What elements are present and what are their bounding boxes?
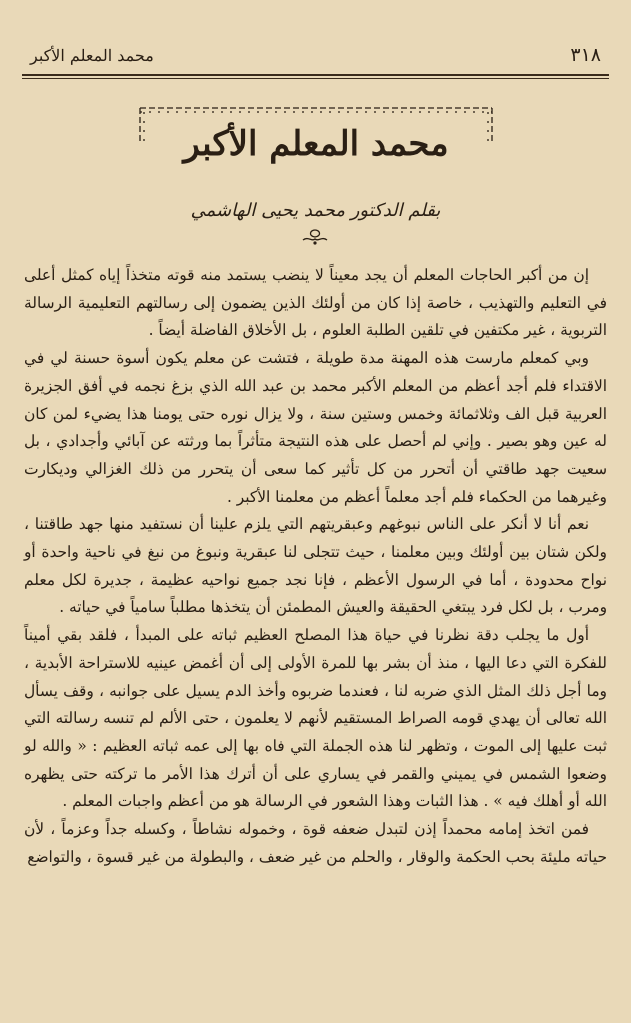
- paragraph: وبي كمعلم مارست هذه المهنة مدة طويلة ، فتشت عن معلم يكون أسوة حسنة لي في الاقتداء فلم أجد أعظم من المعلم الأكبر محمد بن عبد الله الذي بزغ نجمه في أفق الجزيرة العربية قبل الف وثلاثمائة وخمس وستين سنة ، ولا يزال نوره حتى يومنا هذا يضيء لمن كان له عين وهو بصير . وإني لم أحصل على هذه النتيجة متأثراً بما ورثته عن آبائي وأجدادي ، بل سعيت جهد طاقتي أن أتحرر من كل تأثير كما سعى أن يتحرر من ذلك الغزالي وديكارت وغيرهما من الحكماء فلم أجد معلماً أعظم من معلمنا الأكبر .: [24, 349, 607, 506]
- paragraph: أول ما يجلب دقة نظرنا في حياة هذا المصلح العظيم ثباته على المبدأ ، فلقد بقي أميناً للفكرة التي دعا اليها ، منذ أن بشر بها للمرة الأولى إلى أن أغمض عينيه للاستراحة الأبدية ، وما أجل ذلك المثل الذي ضربه لنا ، فعندما ضربوه وأخذ الدم يسيل على جوانبه ، وقف يسأل الله تعالى أن يهدي قومه الصراط المستقيم لأنهم لا يعلمون ، حتى الألم لم تنسه رسالته التي ثبت عليها إلى الموت ، وتظهر لنا هذه الجملة التي فاه بها إلى عمه ثباته العظيم : « والله لو وضعوا الشمس في يميني والقمر في يساري على أن أترك هذا الأمر ما تركته حتى يظهره الله أو أهلك فيه » . هذا الثبات وهذا الشعور في الرسالة هو من أعظم واجبات المعلم .: [24, 626, 607, 811]
- article-title: محمد المعلم الأكبر: [183, 124, 449, 164]
- page-number: ٣١٨: [570, 44, 601, 66]
- paragraph: فمن اتخذ إمامه محمداً إذن لتبدل ضعفه قوة ، وخموله نشاطاً ، وكسله جداً وعزماً ، لأن حياته مليئة بحب الحكمة والوقار ، والحلم من غير ضعف ، والبطولة من غير قسوة ، والتواضع: [24, 820, 607, 866]
- paragraph: نعم أنا لا أنكر على الناس نبوغهم وعبقريتهم التي يلزم علينا أن نستفيد منها جهد طاقتنا ، ولكن شتان بين أولئك وبين معلمنا ، حيث تتجلى لنا عبقرية ونبوغ من نبغ في ناحية واحدة أو نواح محدودة ، أما في الرسول الأعظم ، فإنا نجد جميع نواحيه عظيمة ، جديرة لكل معلم ومرب ، بل لكل فرد يبتغي الحقيقة والعيش المطمئن أن يتخذها مطلباً سامياً في حياته .: [24, 515, 607, 617]
- ornament-icon: [300, 228, 330, 246]
- article-body: [24, 262, 607, 871]
- header-rule-thin: [22, 78, 609, 79]
- running-title: محمد المعلم الأكبر: [30, 46, 154, 65]
- article-byline: بقلم الدكتور محمد يحيى الهاشمي: [190, 200, 441, 221]
- paragraph: إن من أكبر الحاجات المعلم أن يجد معيناً لا ينضب يستمد منه قوته متخذاً إياه كمثل أعلى في التعليم والتهذيب ، خاصة إذا كان من أولئك الذين يضمون إلى رسالتهم التعليمية الرسالة التربوية ، غير مكتفين في تلقين الطلبة العلوم ، بل الأخلاق الفاضلة أيضاً .: [24, 266, 607, 340]
- title-frame: [136, 104, 496, 184]
- running-header: [30, 44, 601, 66]
- header-rule: [22, 74, 609, 76]
